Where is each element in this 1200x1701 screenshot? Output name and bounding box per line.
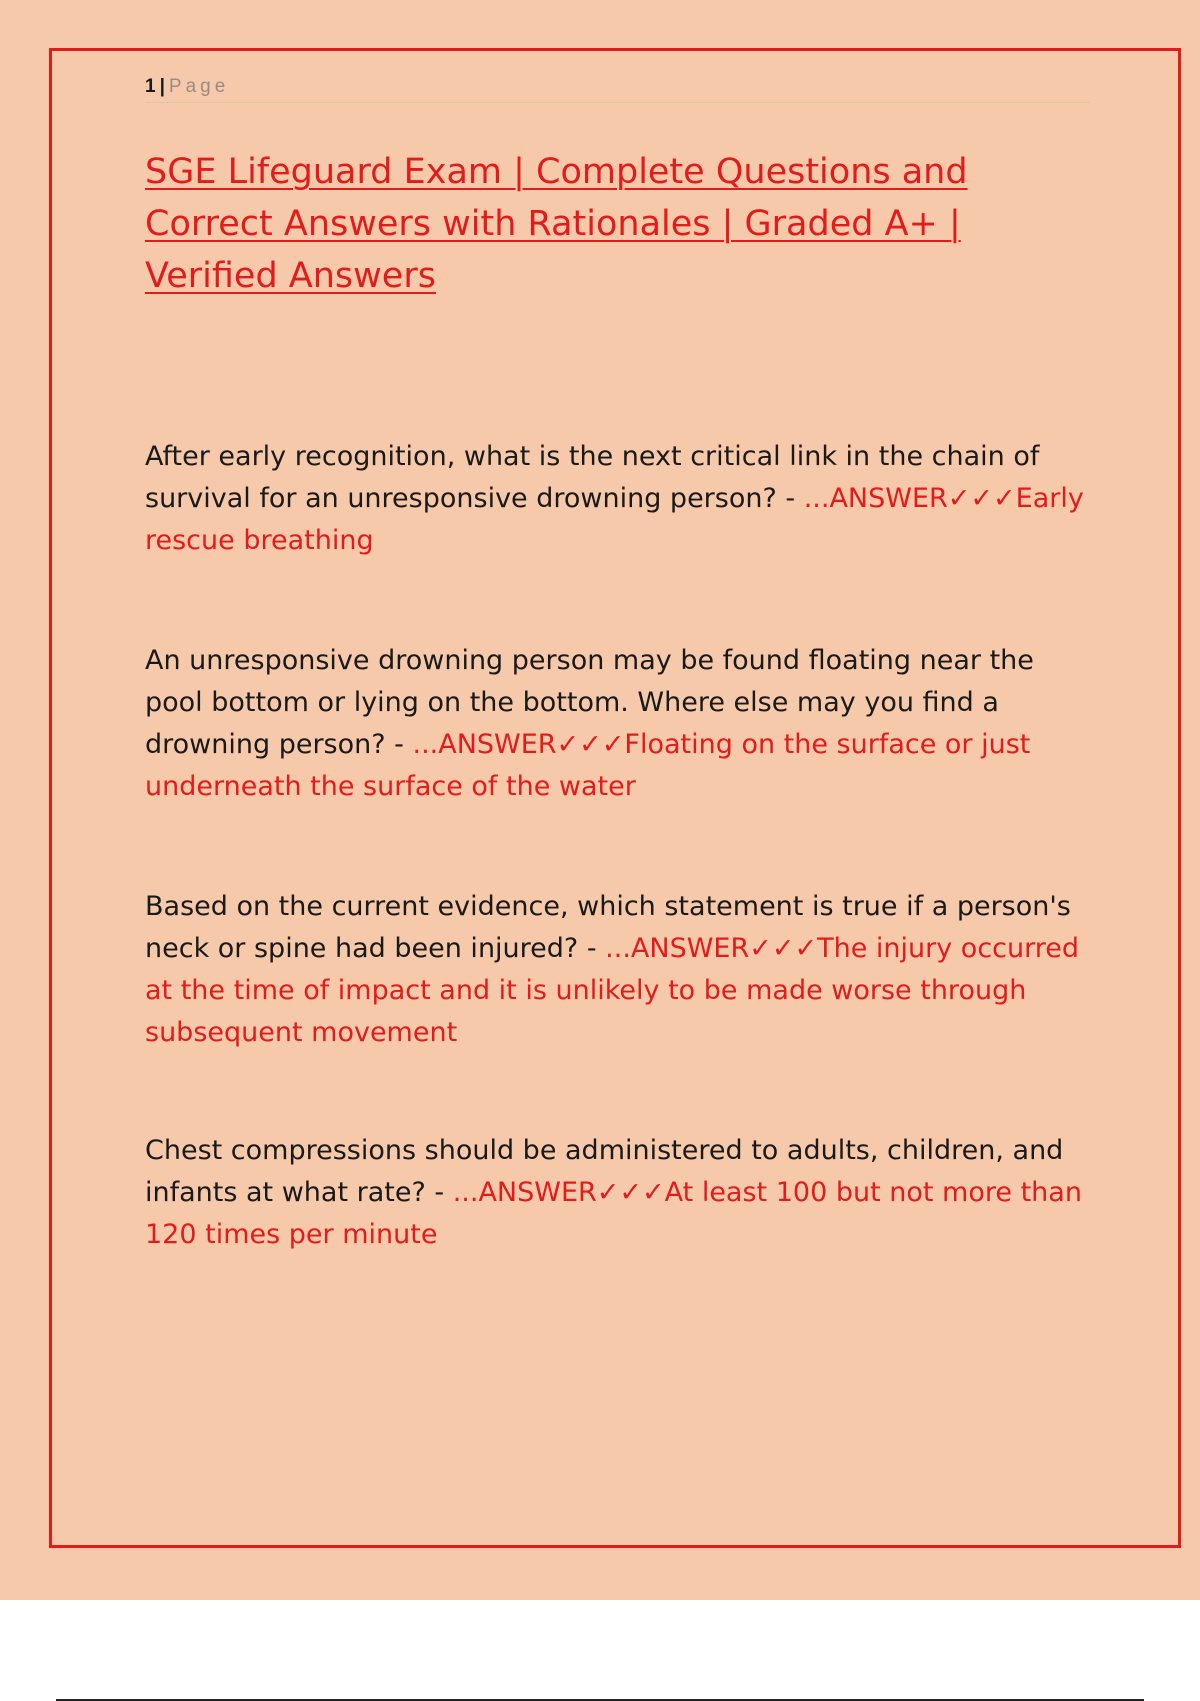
answer-text: ...ANSWER✓✓✓Floating on the surface or just underneath the surface of the water [145,729,1031,802]
question-text: An unresponsive drowning person may be found floating near the pool bottom or lying on the bottom. Where else may you find a drowning person? - [145,645,1034,760]
question-text: Chest compressions should be administered to adults, children, and infants at what rate? - [145,1135,1064,1208]
answer-text: ...ANSWER✓✓✓At least 100 but not more than 120 times per minute [145,1177,1082,1250]
qa-item-4 [145,1130,1090,1256]
qa-item-1 [145,436,1090,562]
qa-item-3 [145,886,1090,1054]
page-header-separator: | [159,76,165,97]
question-text: Based on the current evidence, which statement is true if a person's neck or spine had been injured? - [145,891,1071,964]
page-number: 1 [145,76,156,97]
answer-text: ...ANSWER✓✓✓The injury occurred at the time of impact and it is unlikely to be made worse through subsequent movement [145,933,1080,1048]
answer-text: ...ANSWER✓✓✓Early rescue breathing [145,483,1084,556]
page-label: Page [168,76,230,97]
document-title: SGE Lifeguard Exam | Complete Questions and Correct Answers with Rationales | Graded A+ | Verified Answers [145,152,968,296]
page-header [145,76,1090,103]
qa-item-2 [145,640,1090,808]
question-text: After early recognition, what is the next critical link in the chain of survival for an unresponsive drowning person? - [145,441,1040,514]
